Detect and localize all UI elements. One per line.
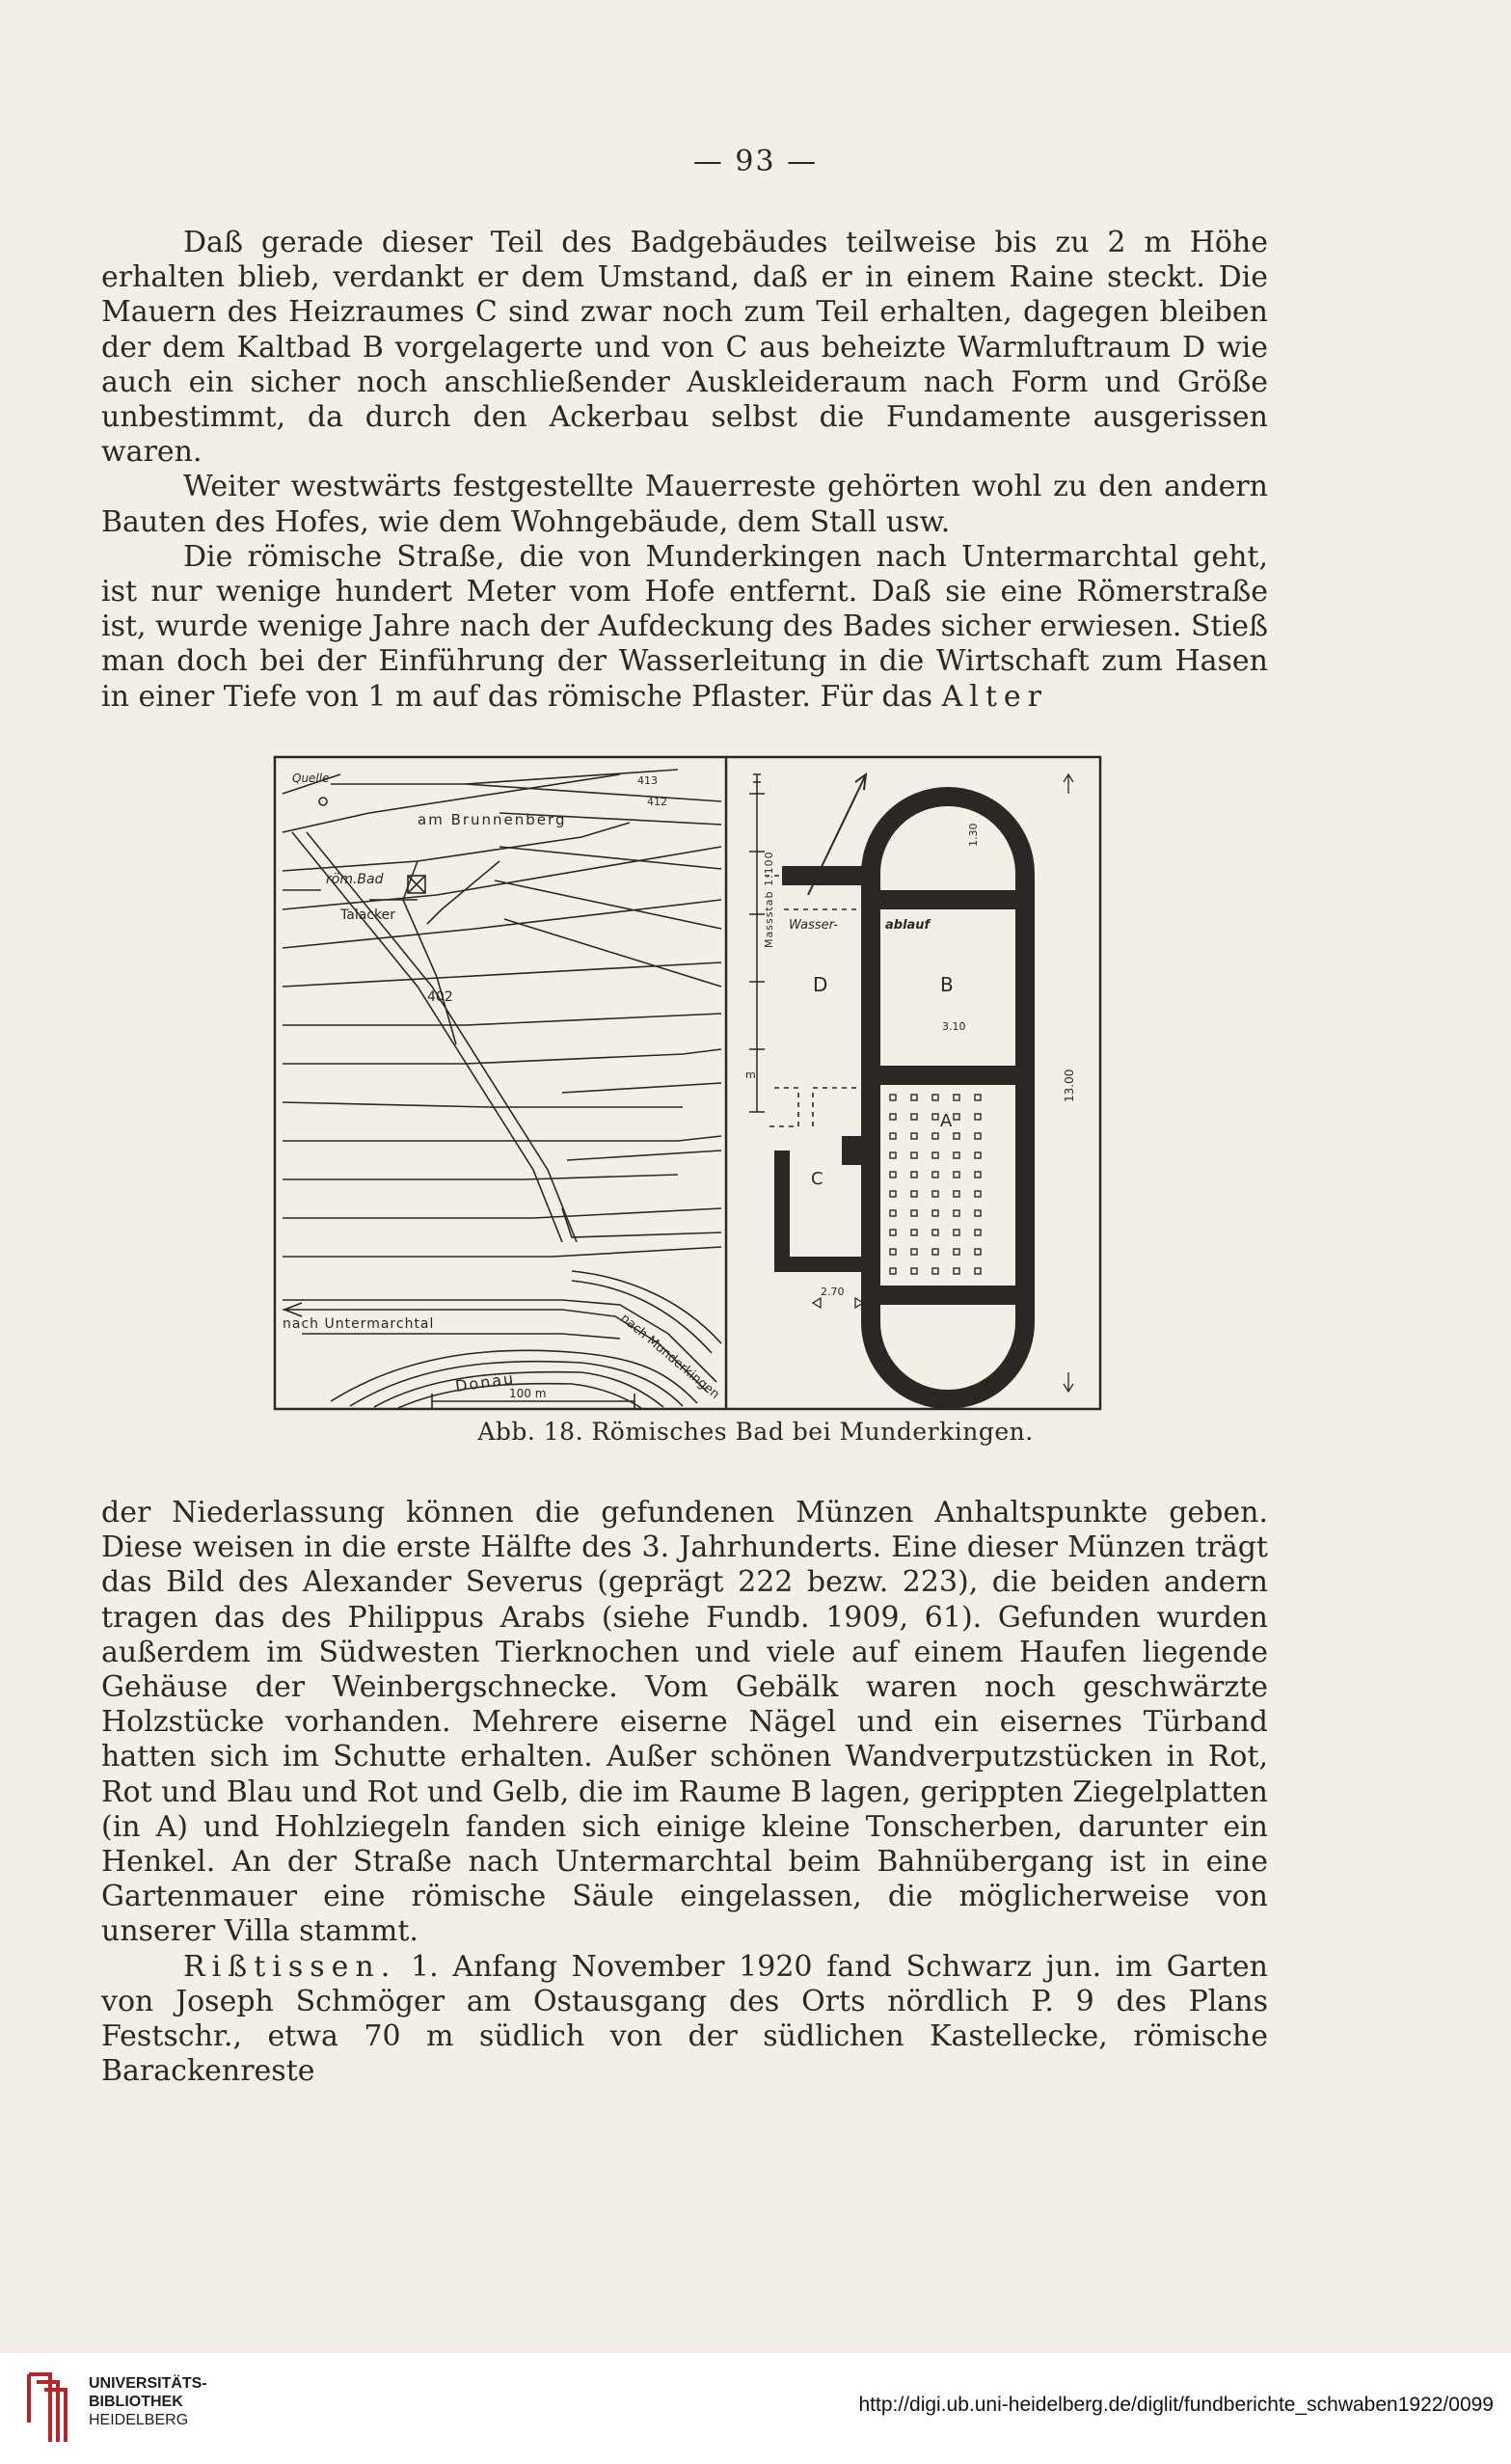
label-dim-270: 2.70	[821, 1286, 845, 1298]
plan-walls	[871, 797, 1025, 1399]
wall-d-top	[782, 866, 871, 885]
heading-risstissen: Rißtissen.	[183, 1949, 397, 1984]
label-room-b: B	[940, 973, 954, 996]
label-roem-bad: röm.Bad	[326, 872, 384, 887]
wall-c-bottom	[774, 1257, 871, 1272]
paragraph-2: Weiter westwärts festgestellte Mauerreste gehörten wohl zu den andern Bauten des Hofes, wie dem Wohngebäude, dem Stall usw.	[101, 470, 1268, 539]
bath-plan	[745, 774, 1076, 1399]
institution-line-3: HEIDELBERG	[89, 2412, 189, 2428]
library-logo-icon	[21, 2365, 81, 2448]
paragraph-3	[101, 540, 1268, 715]
label-dim-310: 3.10	[942, 1020, 966, 1033]
hypocaust-pillars	[890, 1095, 981, 1274]
label-parcel-413: 413	[637, 774, 658, 787]
label-room-c: C	[811, 1169, 823, 1189]
figure-caption: Abb. 18. Römisches Bad bei Munderkingen.	[477, 1418, 1034, 1446]
paragraph-3-text: Die römische Straße, die von Munderkingen nach Untermarchtal geht, ist nur wenige hundert Meter vom Hofe entfernt. Daß sie eine Römerstraße ist, wurde wenige Jahre nach der Aufdeckung des Bades sicher erwiesen. Stieß man doch bei der Einführung der Wasserleitung in die Wirtschaft zum Hasen in einer Tiefe von 1 m auf das römische Pflaster. Für das	[101, 539, 1268, 714]
institution-line-2: BIBLIOTHEK	[89, 2394, 183, 2410]
label-donau: Donau	[453, 1368, 517, 1395]
label-munderkingen: nach Munderkingen	[617, 1311, 722, 1402]
label-ablauf: ablauf	[885, 918, 931, 933]
source-url: http://digi.ub.uni-heidelberg.de/diglit/fundberichte_schwaben1922/0099	[858, 2394, 1494, 2416]
label-parcel-402: 402	[427, 989, 453, 1005]
label-dim-1300: 13.00	[1063, 1069, 1076, 1102]
plan-scale-label: Massstab 1:100	[763, 851, 775, 948]
body-text-top	[101, 226, 1268, 715]
footer	[0, 2353, 1511, 2464]
figure-drawing	[273, 755, 1102, 1411]
label-brunnenberg: am Brunnenberg	[418, 811, 567, 828]
label-map-scale: 100 m	[509, 1387, 547, 1400]
label-wasser: Wasser-	[789, 918, 838, 933]
institution-line-1: UNIVERSITÄTS-	[89, 2375, 207, 2392]
plan-scale-unit: m	[745, 1069, 756, 1081]
page-number: — 93 —	[692, 145, 819, 178]
site-map	[283, 770, 721, 1409]
figure-roman-bath	[273, 755, 1102, 1411]
label-room-d: D	[813, 973, 828, 996]
spaced-word-alter: Alter	[941, 679, 1048, 714]
paragraph-continued: der Niederlassung können die gefundenen Münzen Anhaltspunkte geben. Diese weisen in die erste Hälfte des 3. Jahrhunderts. Eine dieser Münzen trägt das Bild des Alexander Severus (geprägt 222 bezw. 223), die beiden andern tragen das des Philippus Arabs (siehe Fundb. 1909, 61). Gefunden wurden außerdem im Südwesten Tierknochen und viele auf einem Haufen liegende Gehäuse der Weinbergschnecke. Vom Gebälk waren noch geschwärzte Holzstücke vorhanden. Mehrere eiserne Nägel und ein eisernes Türband hatten sich im Schutte erhalten. Außer schönen Wandverputzstücken in Rot, Rot und Blau und Rot und Gelb, die im Raume B lagen, gerippten Ziegelplatten (in A) und Hohlziegeln fanden sich einige kleine Tonscherben, darunter ein Henkel. An der Straße nach Untermarchtal beim Bahnübergang ist in eine Gartenmauer eine römische Säule eingelassen, die möglicherweise von unserer Villa stammt.	[101, 1496, 1268, 1949]
label-quelle: Quelle	[292, 772, 330, 785]
plan-dashed-walls	[765, 876, 861, 1126]
body-text-bottom	[101, 1496, 1268, 2089]
label-untermarchtal: nach Untermarchtal	[283, 1316, 435, 1332]
paragraph-risstissen-text: 1. Anfang November 1920 fand Schwarz jun. im Garten von Joseph Schmöger am Ostausgang des Orts nördlich P. 9 des Plans Festschr., etwa 70 m südlich von der südlichen Kastellecke, römische Barackenreste	[101, 1949, 1268, 2089]
paragraph-risstissen	[101, 1950, 1268, 2090]
label-parcel-412: 412	[647, 796, 667, 808]
wall-c-stub	[842, 1136, 871, 1165]
label-talacker: Talacker	[340, 907, 395, 923]
label-dim-130: 1.30	[967, 823, 980, 847]
institution-name	[89, 2374, 207, 2429]
label-room-a: A	[940, 1111, 953, 1131]
paragraph-1: Daß gerade dieser Teil des Badgebäudes teilweise bis zu 2 m Höhe erhalten blieb, verdankt er dem Umstand, daß er in einem Raine steckt. Die Mauern des Heizraumes C sind zwar noch zum Teil erhalten, dagegen bleiben der dem Kaltbad B vorgelagerte und von C aus beheizte Warmluftraum D wie auch ein sicher noch anschließender Auskleideraum nach Form und Größe unbestimmt, da durch den Ackerbau selbst die Fundamente ausgerissen waren.	[101, 226, 1268, 470]
wall-c-left	[774, 1151, 790, 1266]
